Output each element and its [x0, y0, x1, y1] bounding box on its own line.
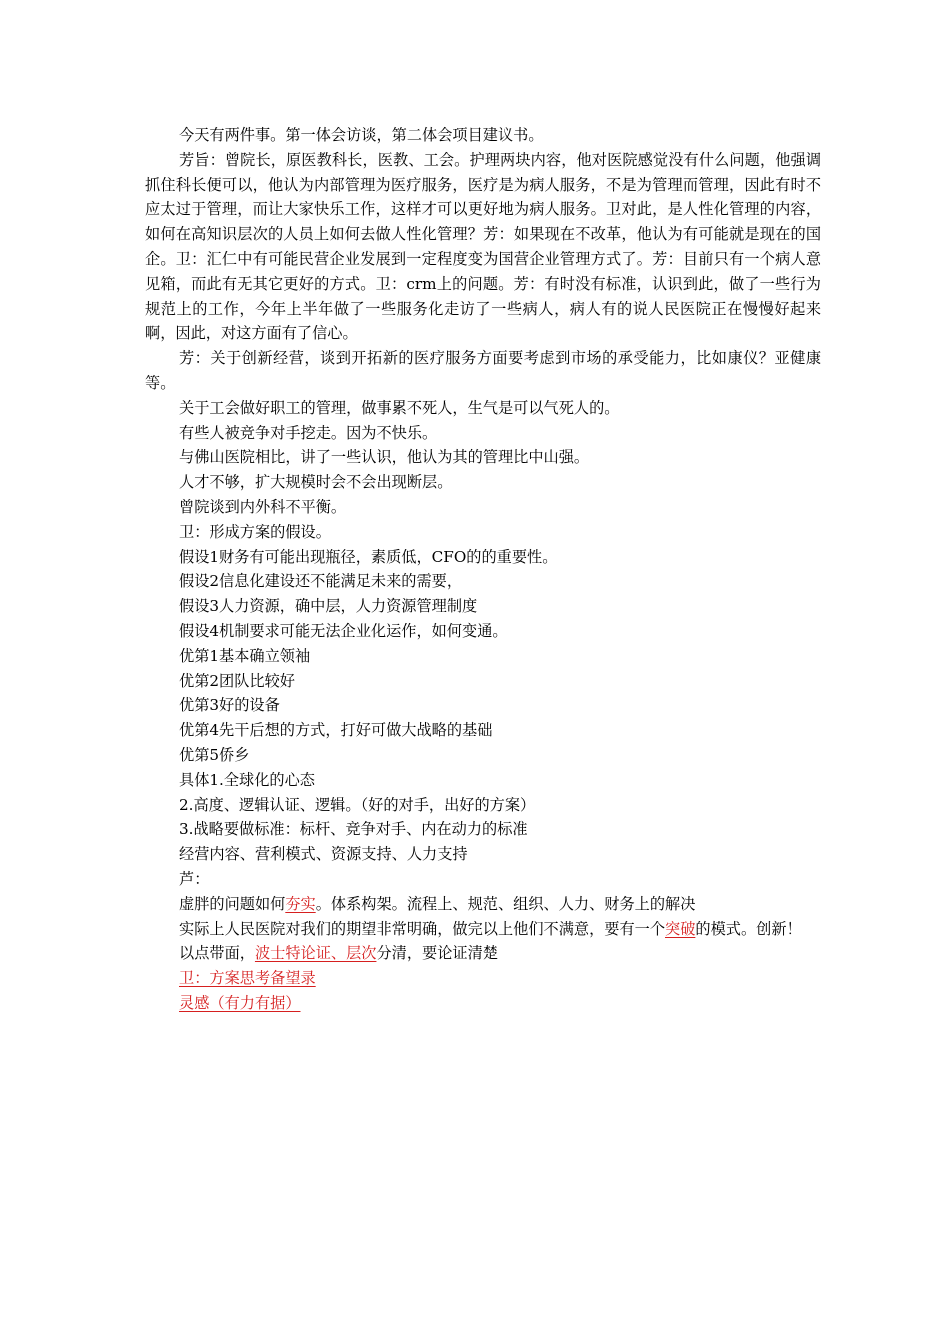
detail-item: 具体1.全球化的心态	[179, 770, 315, 789]
text-run: 分清，要论证清楚	[376, 944, 498, 963]
text-run: 。体系构架。流程上、规范、组织、人力、财务上的解决	[315, 894, 696, 913]
hypothesis-item: 假设1财务有可能出现瓶径，素质低，CFO的的重要性。	[179, 547, 558, 566]
detail-item: 3.战略要做标准：标杆、竞争对手、内在动力的标准	[179, 820, 528, 839]
paragraph: 关于工会做好职工的管理，做事累不死人，生气是可以气死人的。	[179, 398, 620, 417]
text-run: 实际上人民医院对我们的期望非常明确，做完以上他们不满意，要有一个	[179, 919, 665, 938]
paragraph-revision	[145, 991, 821, 1016]
hypothesis-item: 假设3人力资源，确中层，人力资源管理制度	[179, 597, 478, 616]
advantage-item: 优第5侨乡	[179, 745, 250, 764]
paragraph-consolidate	[145, 892, 821, 917]
hypothesis-item: 假设2信息化建设还不能满足未来的需要，	[179, 572, 463, 591]
document-body	[145, 123, 821, 1016]
revision-mark: 波士特论证、层次	[254, 944, 377, 963]
paragraph: 有些人被竞争对手挖走。因为不快乐。	[179, 423, 438, 442]
advantage-item: 优第3好的设备	[179, 696, 280, 715]
paragraph: 与佛山医院相比，讲了一些认识，他认为其的管理比中山强。	[179, 448, 590, 467]
paragraph-breakthrough	[145, 917, 821, 942]
advantage-item: 优第4先干后想的方式，打好可做大战略的基础	[179, 721, 493, 740]
paragraph-intro: 今天有两件事。第一体会访谈，第二体会项目建议书。	[179, 126, 544, 144]
text-run: 以点带面，	[179, 944, 255, 963]
revision-mark: 灵感（有力有据）	[179, 993, 301, 1012]
paragraph: 曾院谈到内外科不平衡。	[179, 497, 347, 516]
advantage-item: 优第2团队比较好	[179, 671, 295, 690]
text-run: 虚胖的问题如何	[179, 894, 286, 913]
speaker-label: 芦：	[179, 869, 210, 888]
revision-mark: 卫：方案思考备望录	[179, 969, 316, 988]
revision-mark: 突破	[665, 919, 696, 938]
text-run: 的模式。创新！	[695, 919, 802, 938]
paragraph-argument	[145, 941, 821, 966]
paragraph-innovation: 芳：关于创新经营，谈到开拓新的医疗服务方面要考虑到市场的承受能力，比如康仪？亚健康等。	[145, 349, 821, 392]
revision-mark: 夯实	[285, 894, 316, 913]
paragraph: 人才不够，扩大规模时会不会出现断层。	[179, 473, 453, 492]
detail-item: 2.高度、逻辑认证、逻辑。（好的对手，出好的方案）	[179, 795, 536, 814]
hypothesis-item: 假设4机制要求可能无法企业化运作，如何变通。	[179, 621, 508, 640]
paragraph: 经营内容、营利模式、资源支持、人力支持	[179, 845, 468, 864]
advantage-item: 优第1基本确立领袖	[179, 646, 311, 665]
paragraph-revision	[145, 966, 821, 991]
paragraph-interview: 芳旨：曾院长，原医教科长，医教、工会。护理两块内容，他对医院感觉没有什么问题，他强调抓住科长便可以，他认为内部管理为医疗服务，医疗是为病人服务，不是为管理而管理，因此有时不应太过于管理，而让大家快乐工作，这样才可以更好地为病人服务。卫对此，是人性化管理的内容，如何在高知识层次的人员上如何去做人性化管理？芳：如果现在不改革，他认为有可能就是现在的国企。卫：汇仁中有可能民营企业发展到一定程度变为国营企业管理方式了。芳：目前只有一个病人意见箱，而此有无其它更好的方式。卫：crm上的问题。芳：有时没有标准，认识到此，做了一些行为规范上的工作，今年上半年做了一些服务化走访了一些病人，病人有的说人民医院正在慢慢好起来啊，因此，对这方面有了信心。	[145, 150, 821, 343]
paragraph: 卫：形成方案的假设。	[179, 522, 331, 541]
